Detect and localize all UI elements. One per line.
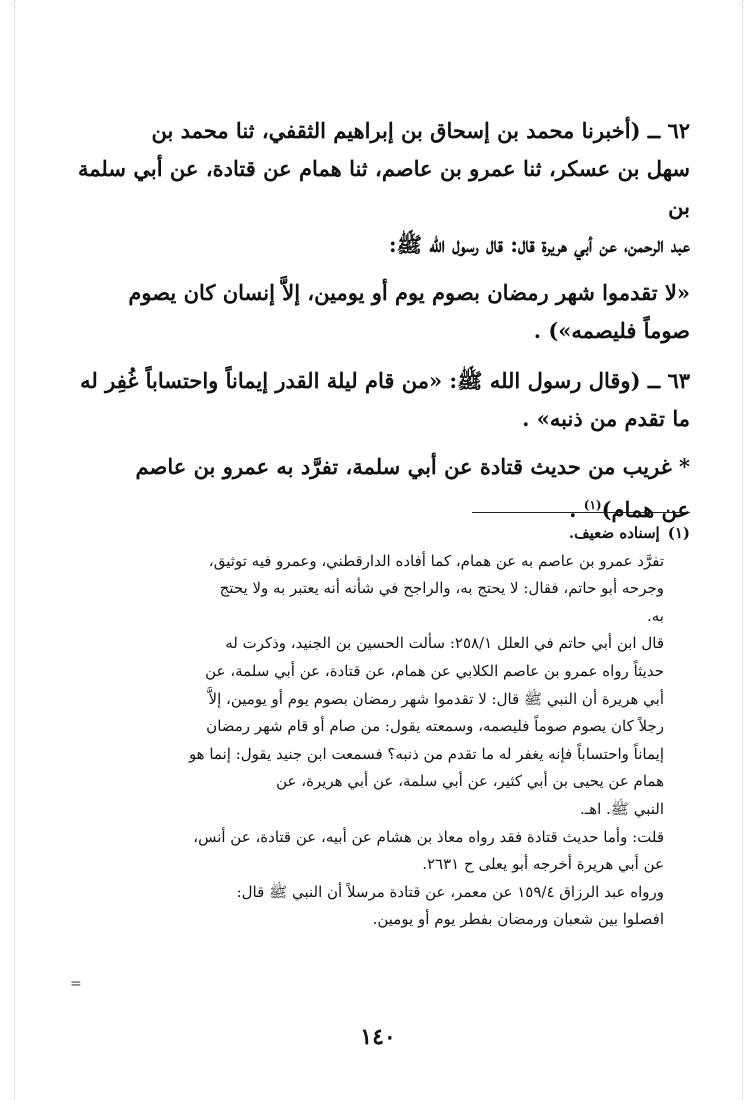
footnote-line: قلت: وأما حديث قتادة فقد رواه معاذ بن هشام عن أبيه، عن قتادة، عن أنس، <box>193 827 664 846</box>
footnote-line: إيماناً واحتساباً فإنه يغفر له ما تقدم من ذنبه؟ فسمعت ابن جنيد يقول: إنما هو <box>188 744 664 763</box>
main-text <box>78 112 690 539</box>
footnote-line: النبي ﷺ. اهـ. <box>580 799 664 818</box>
scan-edge-right <box>742 0 743 1100</box>
footnote-heading: إسناده ضعيف. <box>568 524 660 542</box>
isnad-line: ٦٢ ــ (أخبرنا محمد بن إسحاق بن إبراهيم الثقفي، ثنا محمد بن <box>151 118 690 143</box>
footnote-reference[interactable]: (١) <box>583 498 602 512</box>
hadith-line: ٦٣ ــ (وقال رسول الله ﷺ: «من قام ليلة القدر إيماناً واحتساباً غُفِر له <box>80 368 690 393</box>
hadith-63 <box>78 362 690 438</box>
comment-line: * غريب من حديث قتادة عن أبي سلمة، تفرَّد به عمرو بن عاصم <box>135 454 690 479</box>
page-number: ١٤٠ <box>360 1024 396 1050</box>
footnote-line: به. <box>647 606 664 625</box>
footnote-line: وجرحه أبو حاتم، فقال: لا يحتج به، والراجح في شأنه أنه يعتبر به ولا يحتج <box>219 579 664 598</box>
isnad-line: سهل بن عسكر، ثنا عمرو بن عاصم، ثنا همام عن قتادة، عن أبي سلمة بن <box>78 156 690 219</box>
footnote-line: عن أبي هريرة أخرجه أبو يعلى ح ٢٦٣١. <box>422 855 664 874</box>
scan-edge-left <box>14 0 15 1100</box>
footnote-line: قال ابن أبي حاتم في العلل ٢٥٨/١: سألت الحسين بن الجنيد، وذكرت له <box>225 634 664 653</box>
comment-line: عن همام) <box>601 497 690 522</box>
margin-mark: = <box>70 976 82 992</box>
footnote-number: (١) <box>667 524 690 542</box>
hadith-62-isnad <box>78 112 690 264</box>
footnote-heading-line <box>78 520 690 548</box>
matn-line: صوماً فليصمه») . <box>533 318 690 343</box>
hadith-62-matn <box>78 274 690 350</box>
isnad-line: عبد الرحمن، عن أبي هريرة قال: قال رسول الله ﷺ: <box>388 232 690 257</box>
footnotes <box>78 520 690 934</box>
matn-line: «لا تقدموا شهر رمضان بصوم يوم أو يومين، إلاَّ إنسان كان يصوم <box>128 280 690 305</box>
footnote-line: رجلاً كان يصوم صوماً فليصمه، وسمعته يقول: من صام أو قام شهر رمضان <box>206 717 664 736</box>
footnote-line: أبي هريرة أن النبي ﷺ قال: لا تقدموا شهر رمضان بصوم يوم أو يومين، إلاَّ <box>208 689 664 708</box>
footnote-line: همام عن يحيى بن أبي كثير، عن أبي سلمة، عن أبي هريرة، عن <box>276 772 664 791</box>
comment-end: . <box>569 497 584 522</box>
footnote-line: حديثاً رواه عمرو بن عاصم الكلابي عن همام، عن قتادة، عن أبي سلمة، عن <box>205 661 664 680</box>
footnote-line: ورواه عبد الرزاق ١٥٩/٤ عن معمر، عن قتادة مرسلاً أن النبي ﷺ قال: <box>236 882 664 901</box>
editor-comment <box>78 448 690 529</box>
hadith-line: ما تقدم من ذنبه» . <box>522 406 690 431</box>
footnote-line: تفرَّد عمرو بن عاصم به عن همام، كما أفاده الدارقطني، وعمرو فيه توثيق، <box>208 551 664 570</box>
footnote-separator <box>472 512 690 513</box>
footnote-line: افصلوا بين شعبان ورمضان بفطر يوم أو يومين. <box>372 910 664 929</box>
